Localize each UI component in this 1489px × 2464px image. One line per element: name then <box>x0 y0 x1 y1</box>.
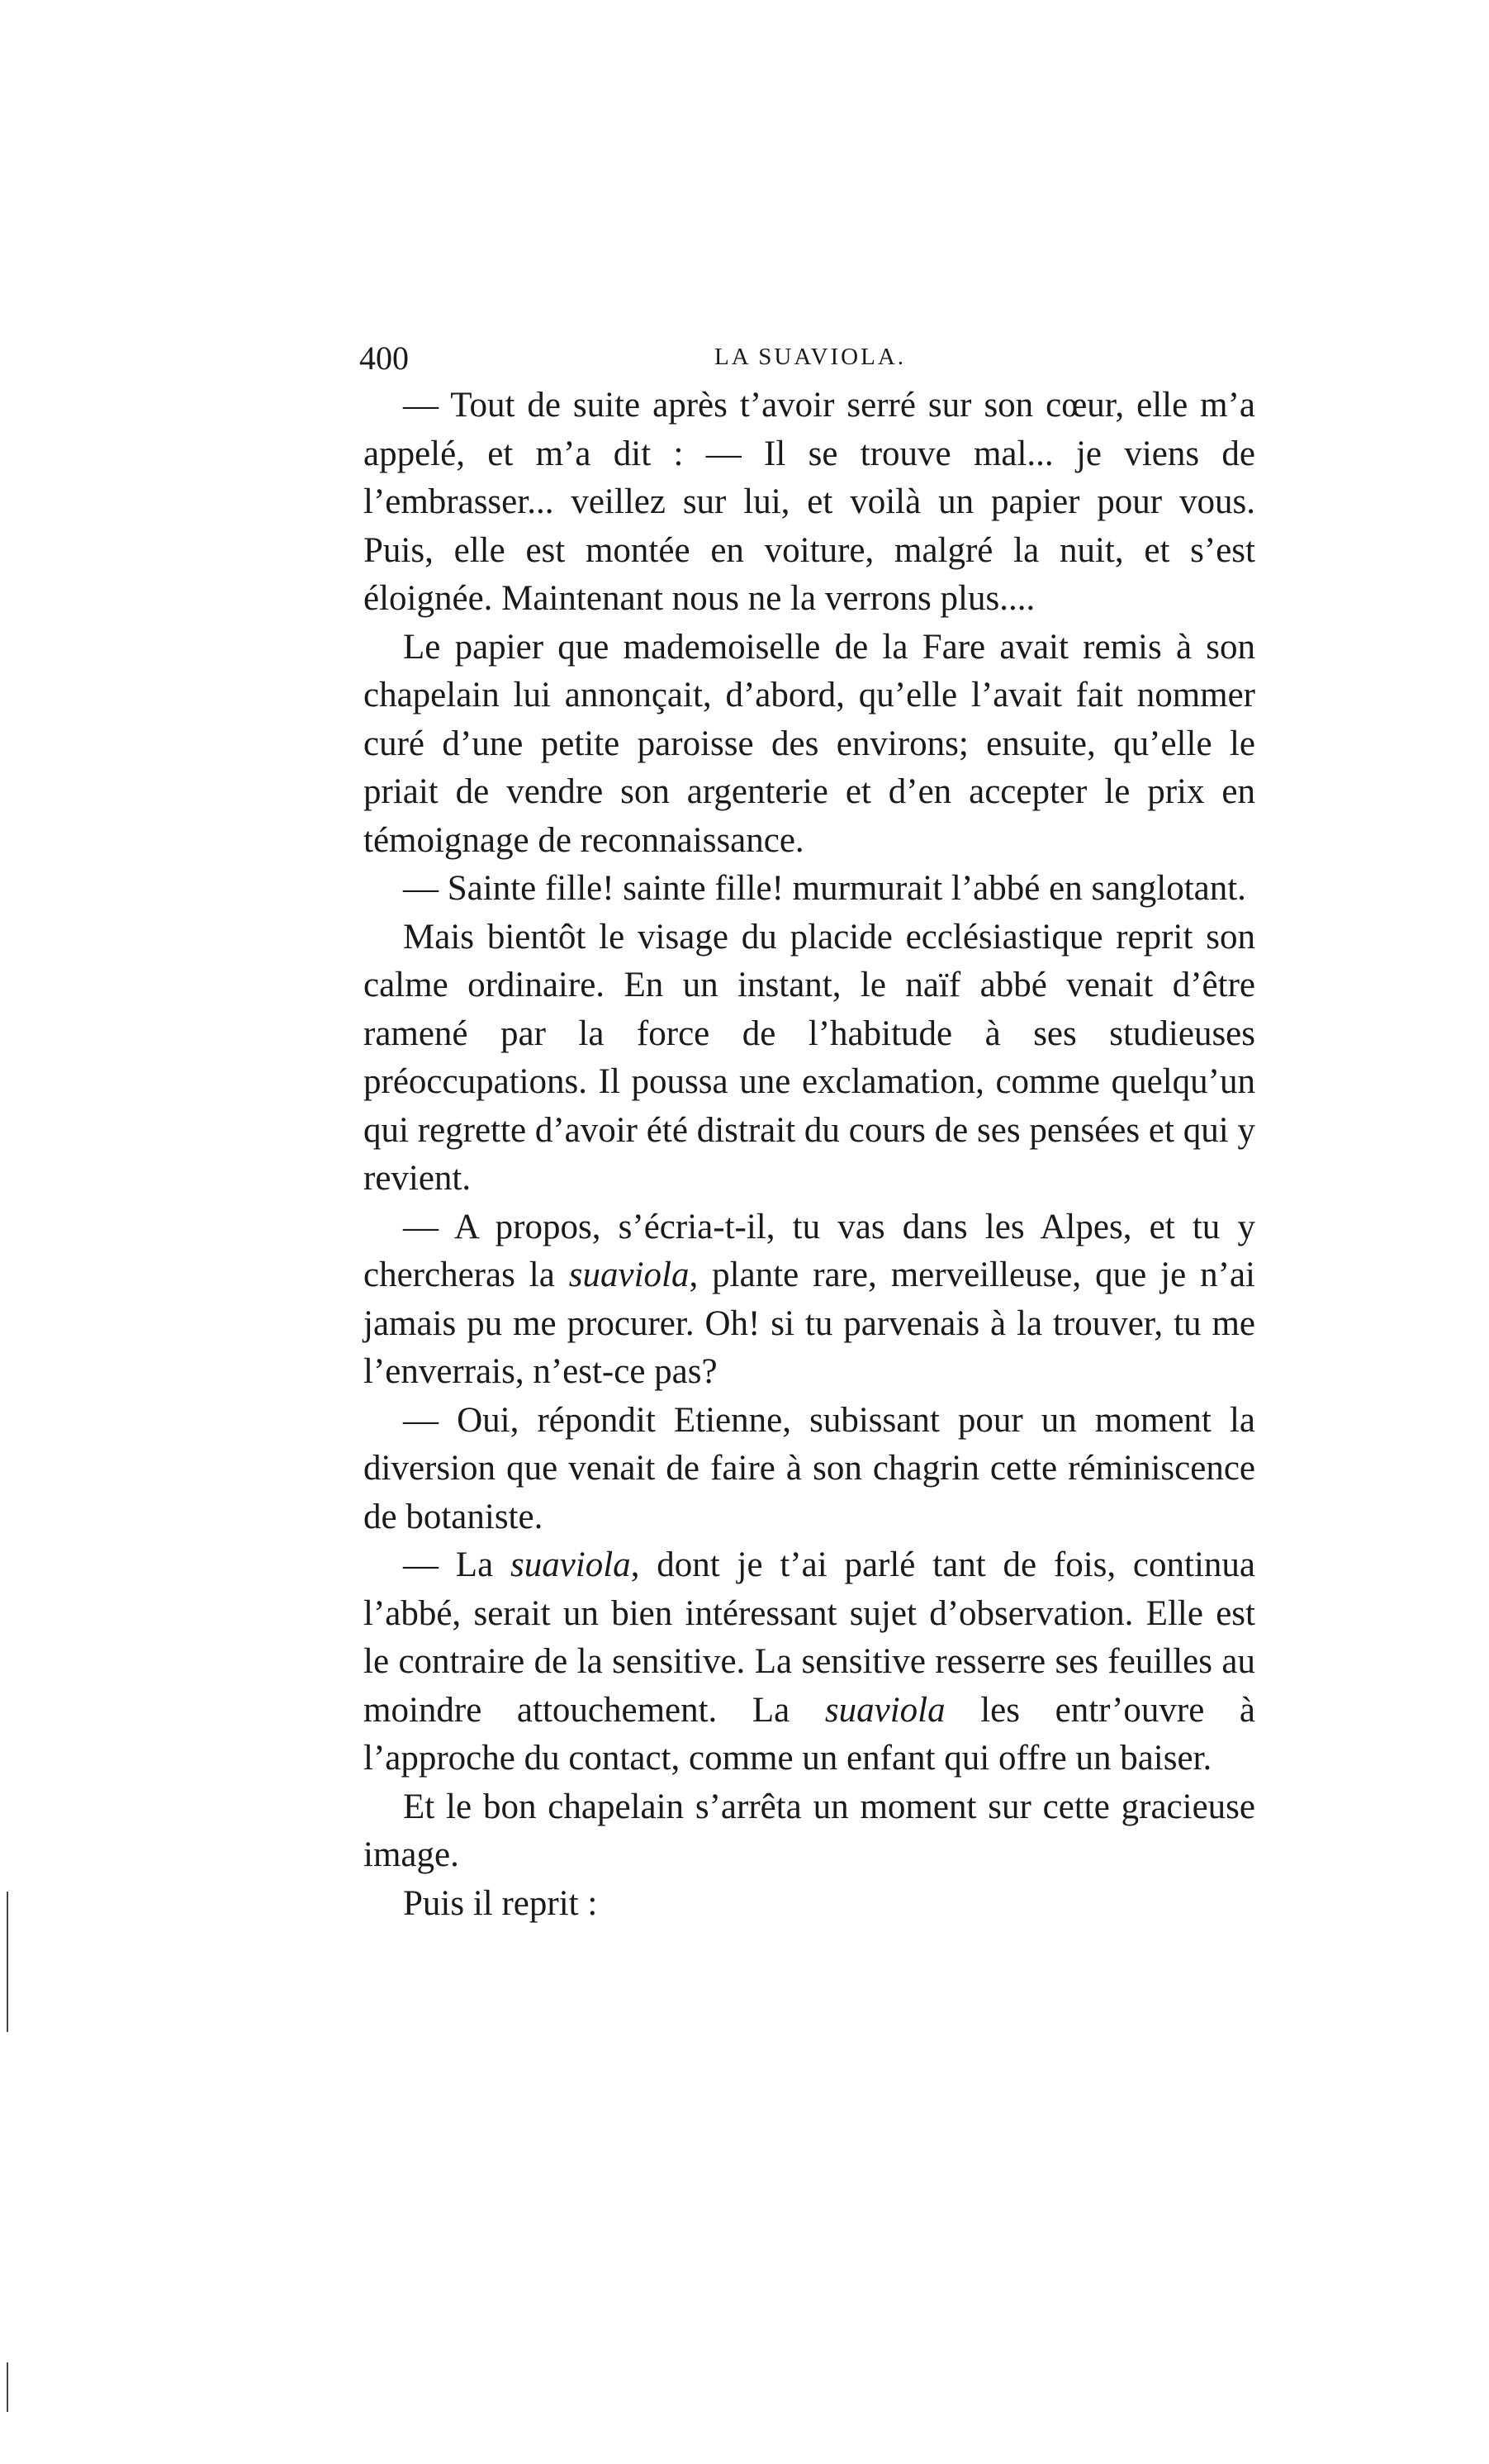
paragraph-4: Mais bientôt le visage du placide ecclésiastique reprit son calme ordinaire. En un instant, le naïf abbé venait d’être ramené par la force de l’habitude à ses studieuses préoccupations. Il poussa une exclamation, comme quelqu’un qui regrette d’avoir été distrait du cours de ses pensées et qui y revient. <box>363 917 1255 1198</box>
paragraph-7-after-2: les entr’ouvre à l’approche du contact, comme un enfant qui offre un baiser. <box>363 1690 1255 1778</box>
paragraph-7-after: , dont je t’ai parlé tant de fois, continua l’abbé, serait un bien intéressant sujet d’observation. Elle est le contraire de la sensitive. La sensitive resserre ses feuilles au moindre attouchement. La <box>363 1545 1255 1730</box>
paragraph-2: Le papier que mademoiselle de la Fare avait remis à son chapelain lui annonçait, d’abord, qu’elle l’avait fait nommer curé d’une petite paroisse des environs; ensuite, qu’elle le priait de vendre son argenterie et d’en accepter le prix en témoignage de reconnaissance. <box>363 627 1255 860</box>
page-header <box>359 339 1284 388</box>
paragraph-5 <box>363 1204 1255 1397</box>
stray-mark-left-lower <box>7 2362 8 2412</box>
paragraph-5-after: , plante rare, merveilleuse, que je n’ai jamais pu me procurer. Oh! si tu parvenais à la trouver, tu me l’enverrais, n’est-ce pas? <box>363 1256 1255 1391</box>
paragraph-5-italic: suaviola <box>568 1256 690 1294</box>
paragraph-7-italic: suaviola <box>510 1545 631 1584</box>
page-number: 400 <box>359 339 409 377</box>
paragraph-8: Et le bon chapelain s’arrêta un moment sur cette gracieuse image. <box>363 1787 1255 1874</box>
body-text <box>363 382 1255 1928</box>
paragraph-6: — Oui, répondit Etienne, subissant pour un moment la diversion que venait de faire à son chagrin cette réminiscence de botaniste. <box>363 1400 1255 1536</box>
paragraph-3: — Sainte fille! sainte fille! murmurait l’abbé en sanglotant. <box>403 869 1246 908</box>
paragraph-9: Puis il reprit : <box>403 1883 598 1923</box>
paragraph-7-italic-2: suaviola <box>824 1690 946 1730</box>
paragraph-7-before: — La <box>403 1545 510 1584</box>
paragraph-1: — Tout de suite après t’avoir serré sur son cœur, elle m’a appelé, et m’a dit : — Il se trouve mal... je viens de l’embrasser... veillez sur lui, et voilà un papier pour vous. Puis, elle est montée en voiture, malgré la nuit, et s’est éloignée. Maintenant nous ne la verrons plus.... <box>363 386 1255 618</box>
stray-mark-left <box>7 1892 8 2032</box>
paragraph-5-before: — A propos, s’écria-t-il, tu vas dans les Alpes, et tu y chercheras la <box>363 1207 1255 1294</box>
running-title: LA SUAVIOLA. <box>714 344 907 370</box>
paragraph-7 <box>363 1541 1255 1783</box>
